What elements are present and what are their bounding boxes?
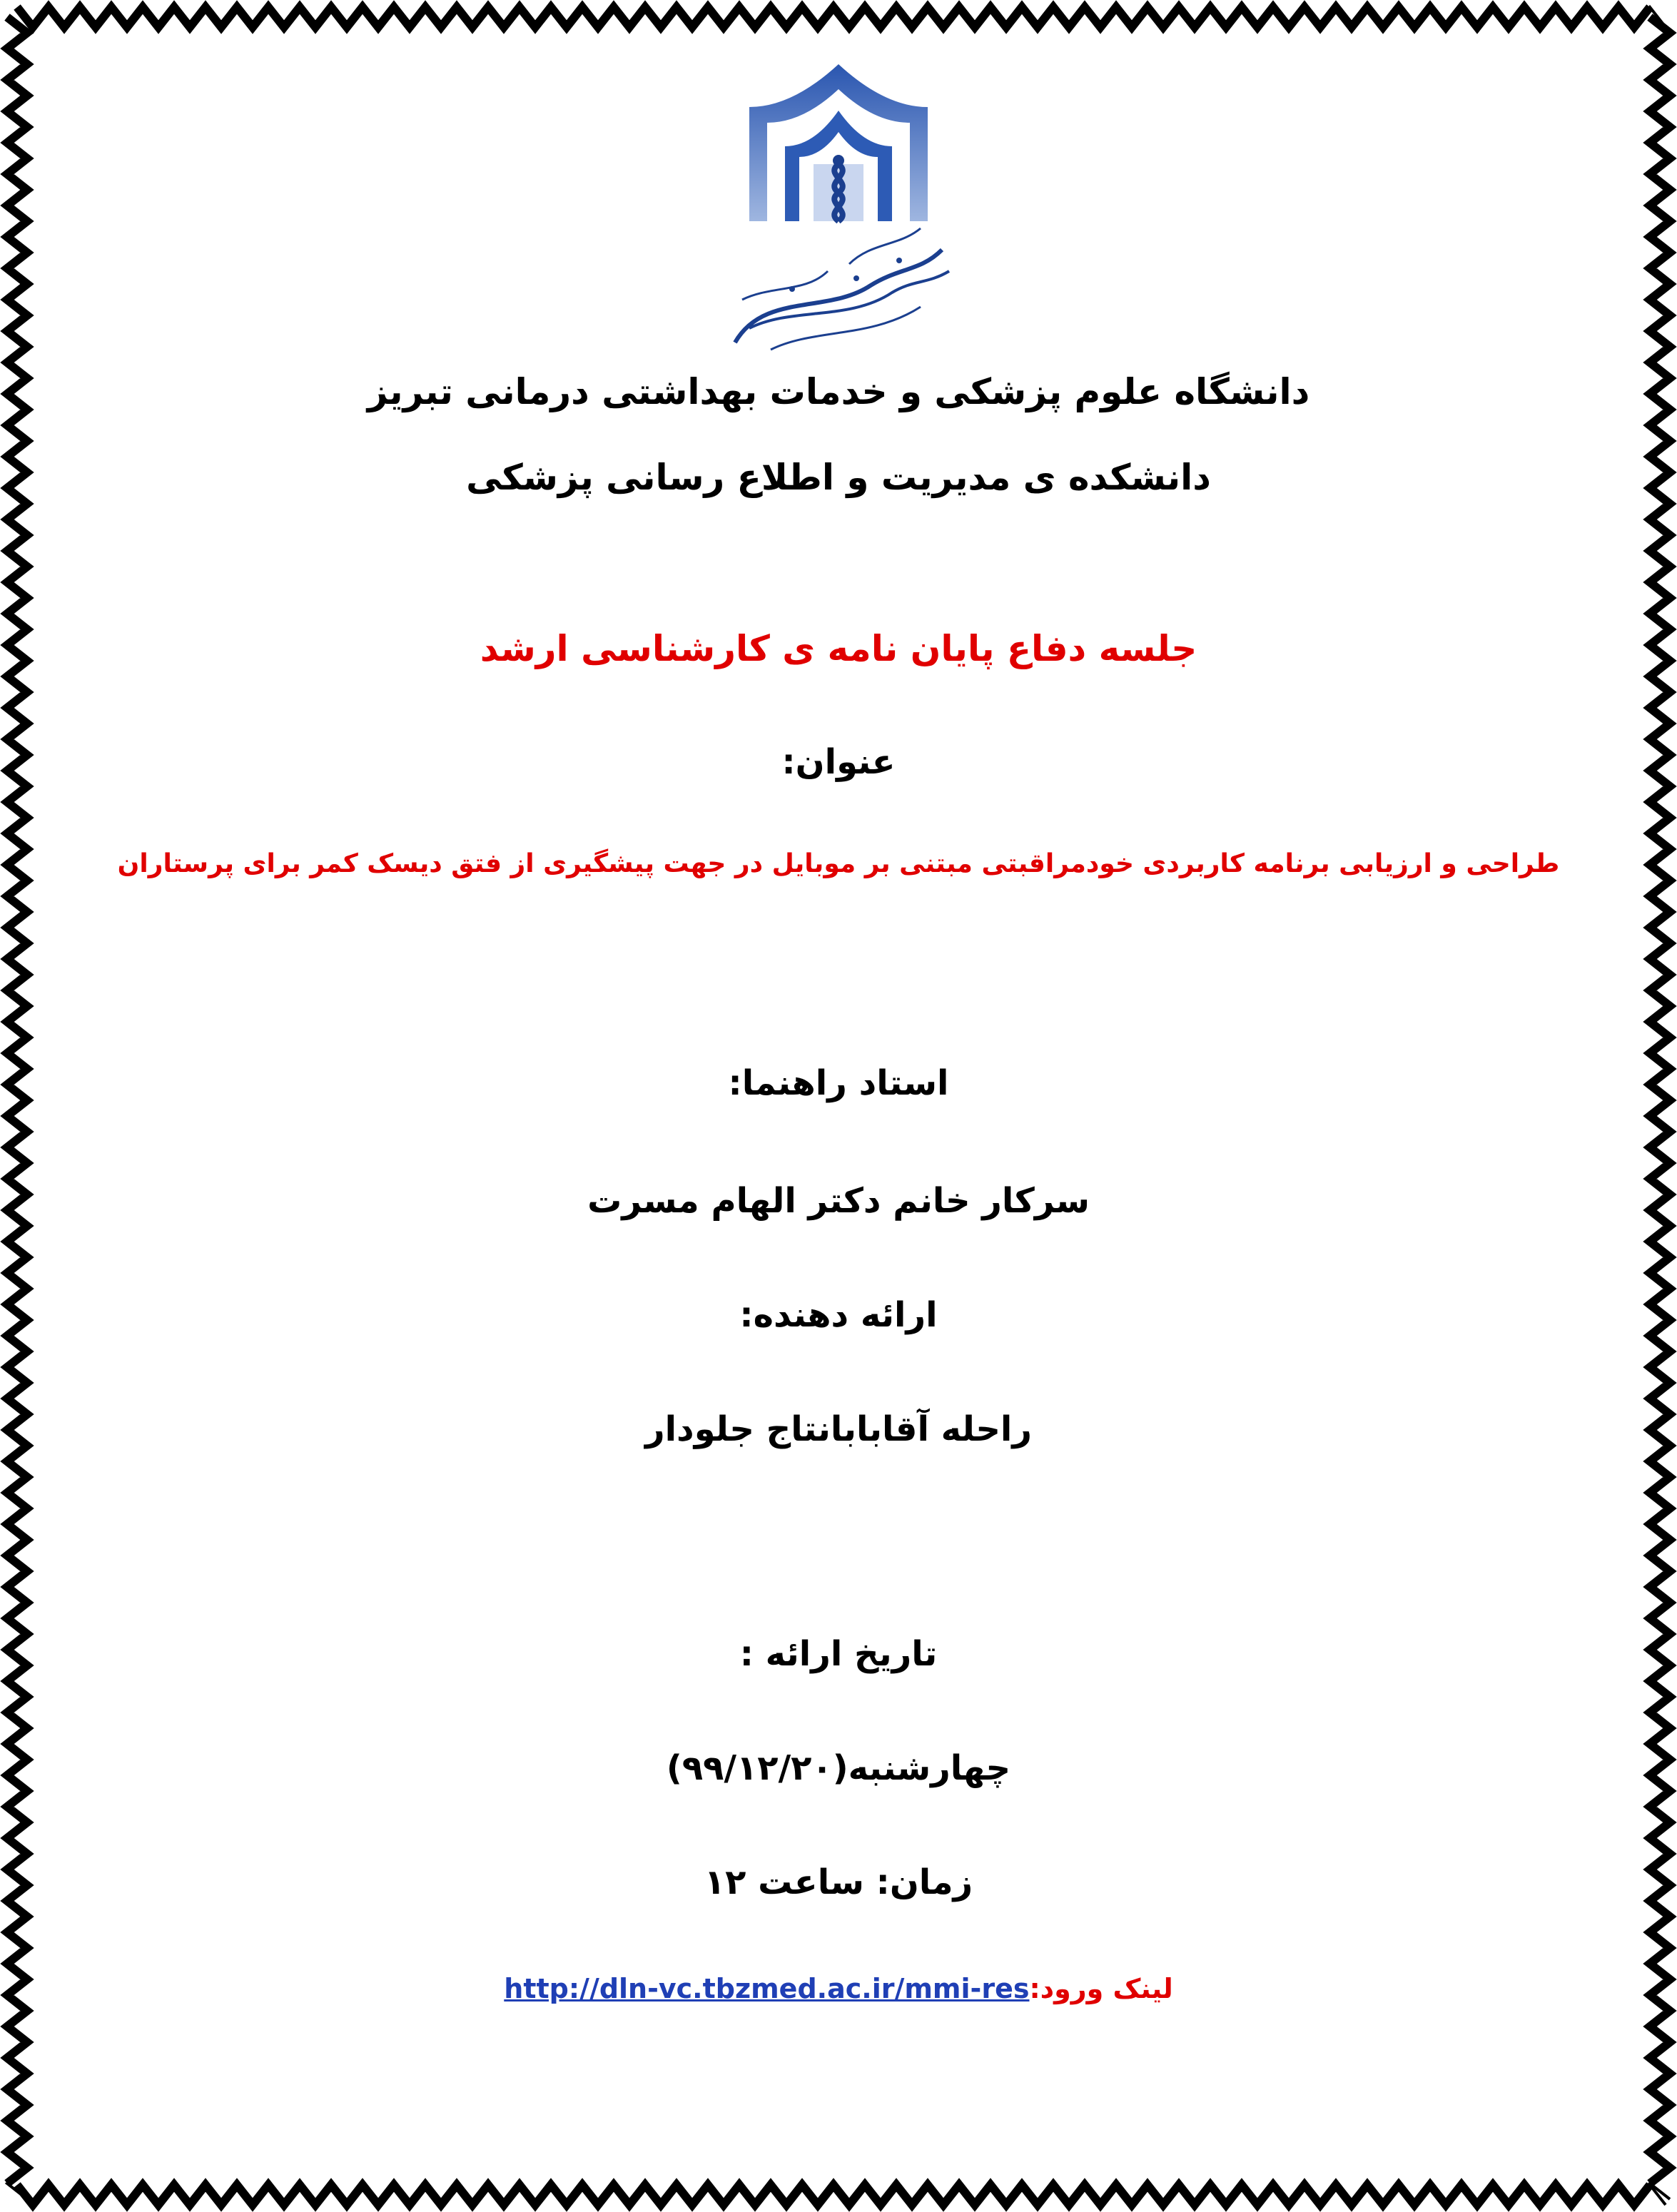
university-name: دانشگاه علوم پزشکی و خدمات بهداشتی درمانی تبریز (367, 371, 1310, 412)
date-label: تاریخ ارائه : (739, 1634, 938, 1674)
date-value: چهارشنبه(۹۹/۱۲/۲۰) (666, 1748, 1011, 1788)
entry-link-label: لینک ورود: (1029, 1973, 1173, 2004)
faculty-name: دانشکده ی مدیریت و اطلاع رسانی پزشکی (466, 457, 1211, 498)
subject-label: عنوان: (781, 742, 896, 782)
presenter-label: ارائه دهنده: (739, 1295, 938, 1335)
entry-link-row (86, 1973, 1591, 2004)
event-title: جلسه دفاع پایان نامه ی کارشناسی ارشد (480, 628, 1197, 669)
thesis-subject: طراحی و ارزیابی برنامه کاربردی خودمراقبتی مبتنی بر موبایل در جهت پیشگیری از فتق دیسک کمر برای پرستاران (117, 849, 1560, 878)
supervisor-label: استاد راهنما: (728, 1063, 949, 1103)
university-logo (706, 57, 971, 357)
presenter-name: راحله آقابابانتاج جلودار (644, 1409, 1033, 1449)
entry-link[interactable]: http://dln-vc.tbzmed.ac.ir/mmi-res (504, 1973, 1030, 2004)
time-value: زمان: ساعت ۱۲ (704, 1862, 973, 1902)
supervisor-name: سرکار خانم دکتر الهام مسرت (587, 1181, 1090, 1221)
